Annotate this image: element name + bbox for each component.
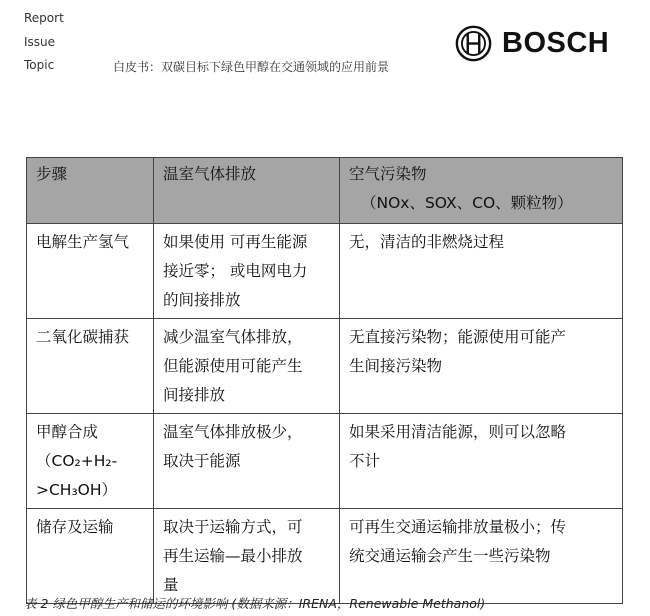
table-caption: 表 2 绿色甲醇生产和储运的环境影响 (数据来源：IRENA，Renewable Methanol) xyxy=(24,596,486,611)
header-step: 步骤 xyxy=(27,158,154,224)
table-row xyxy=(27,509,623,604)
table-row xyxy=(27,319,623,414)
cell-step: 储存及运输 xyxy=(27,509,154,604)
cell-pollutants: 可再生交通运输排放量极小；传 统交通运输会产生一些污染物 xyxy=(340,509,623,604)
cell-ghg: 取决于运输方式，可 再生运输—最小排放 量 xyxy=(154,509,340,604)
table-row xyxy=(27,224,623,319)
cell-step: 电解生产氢气 xyxy=(27,224,154,319)
header-ghg: 温室气体排放 xyxy=(154,158,340,224)
bosch-logo xyxy=(455,24,609,62)
header-pollutants: 空气污染物 （NOx、SOX、CO、颗粒物） xyxy=(340,158,623,224)
environment-impact-table xyxy=(26,157,623,604)
cell-step: 甲醇合成 （CO₂+H₂- >CH₃OH） xyxy=(27,414,154,509)
table-row xyxy=(27,414,623,509)
cell-pollutants: 无，清洁的非燃烧过程 xyxy=(340,224,623,319)
cell-pollutants: 无直接污染物；能源使用可能产 生间接污染物 xyxy=(340,319,623,414)
cell-step: 二氧化碳捕获 xyxy=(27,319,154,414)
table-header-row xyxy=(27,158,623,224)
topic-label: Topic xyxy=(24,58,55,72)
issue-label: Issue xyxy=(24,35,56,49)
cell-ghg: 减少温室气体排放， 但能源使用可能产生 间接排放 xyxy=(154,319,340,414)
topic-value: 白皮书：双碳目标下绿色甲醇在交通领域的应用前景 xyxy=(113,60,390,74)
cell-ghg: 如果使用 可再生能源 接近零； 或电网电力 的间接排放 xyxy=(154,224,340,319)
cell-pollutants: 如果采用清洁能源，则可以忽略 不计 xyxy=(340,414,623,509)
report-label: Report xyxy=(24,11,64,25)
cell-ghg: 温室气体排放极少， 取决于能源 xyxy=(154,414,340,509)
bosch-armature-icon xyxy=(455,25,492,62)
bosch-wordmark: BOSCH xyxy=(502,26,610,59)
